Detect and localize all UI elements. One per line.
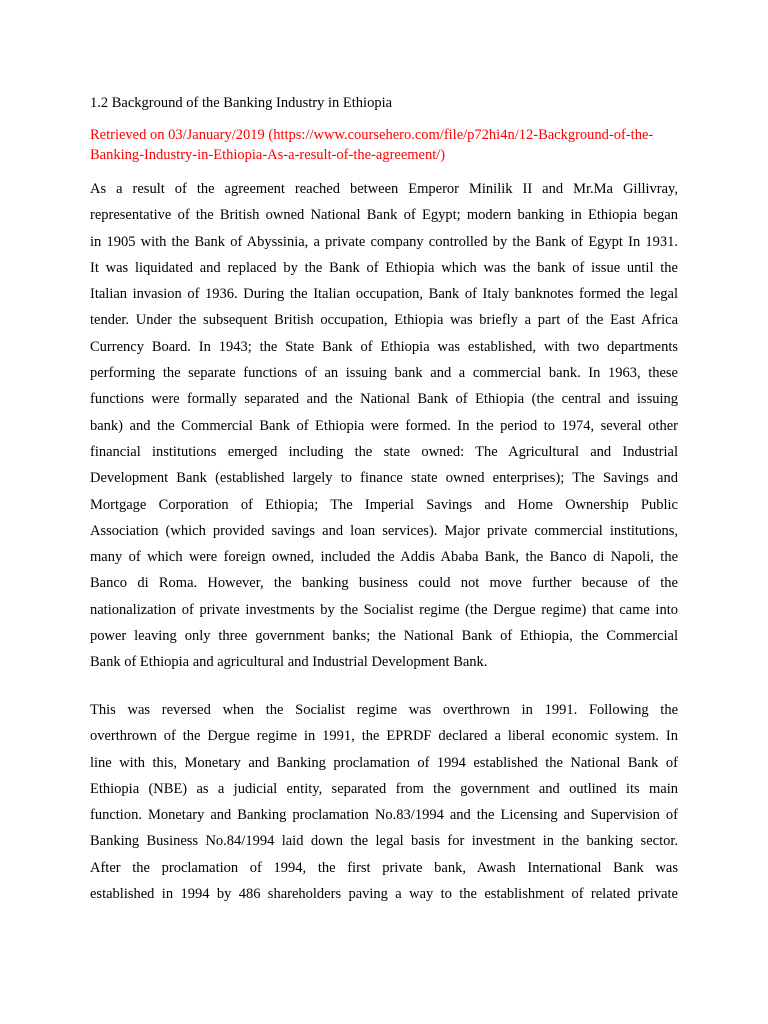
paragraph-1	[90, 176, 678, 676]
paragraph-line: After the proclamation of 1994, the first private bank, Awash International Bank was	[90, 859, 678, 876]
paragraph-line: Bank of Ethiopia and agricultural and Industrial Development Bank.	[90, 654, 488, 671]
source-citation	[90, 125, 678, 165]
paragraph-line: in 1905 with the Bank of Abyssinia, a private company controlled by the Bank of Egypt In 1931.	[90, 233, 678, 250]
paragraph-line: nationalization of private investments by the Socialist regime (the Dergue regime) that came into	[90, 601, 678, 618]
paragraph-line: It was liquidated and replaced by the Bank of Ethiopia which was the bank of issue until the	[90, 259, 678, 276]
paragraph-line: line with this, Monetary and Banking proclamation of 1994 established the National Bank of	[90, 754, 678, 771]
source-citation-line: Banking-Industry-in-Ethiopia-As-a-result-of-the-agreement/)	[90, 147, 446, 163]
paragraph-line: Mortgage Corporation of Ethiopia; The Imperial Savings and Home Ownership Public	[90, 496, 678, 513]
paragraph-line: functions were formally separated and the National Bank of Ethiopia (the central and issuing	[90, 391, 678, 408]
paragraph-line: power leaving only three government banks; the National Bank of Ethiopia, the Commercial	[90, 628, 678, 645]
paragraph-line: Ethiopia (NBE) as a judicial entity, separated from the government and outlined its main	[90, 780, 678, 797]
paragraph-line: Italian invasion of 1936. During the Italian occupation, Bank of Italy banknotes formed the legal	[90, 286, 678, 303]
paragraph-line: As a result of the agreement reached between Emperor Minilik II and Mr.Ma Gillivray,	[90, 181, 678, 197]
paragraph-line: Banco di Roma. However, the banking business could not move further because of the	[90, 575, 678, 592]
paragraph-line: This was reversed when the Socialist regime was overthrown in 1991. Following the	[90, 702, 678, 718]
section-heading: 1.2 Background of the Banking Industry in Ethiopia	[90, 95, 393, 111]
paragraph-line: tender. Under the subsequent British occupation, Ethiopia was briefly a part of the East Africa	[90, 312, 678, 329]
paragraph-line: representative of the British owned National Bank of Egypt; modern banking in Ethiopia began	[90, 207, 678, 224]
paragraph-line: bank) and the Commercial Bank of Ethiopia were formed. In the period to 1974, several other	[90, 417, 678, 434]
paragraph-line: Banking Business No.84/1994 laid down the legal basis for investment in the banking sector.	[90, 833, 678, 850]
paragraph-line: Development Bank (established largely to finance state owned enterprises); The Savings and	[90, 470, 678, 487]
paragraph-2	[90, 697, 678, 907]
paragraph-line: Association (which provided savings and loan services). Major private commercial institutions,	[90, 522, 678, 539]
paragraph-line: Currency Board. In 1943; the State Bank of Ethiopia was established, with two departments	[90, 338, 678, 355]
paragraph-line: performing the separate functions of an issuing bank and a commercial bank. In 1963, these	[90, 365, 678, 382]
paragraph-line: overthrown of the Dergue regime in 1991, the EPRDF declared a liberal economic system. In	[90, 728, 678, 745]
paragraph-line: many of which were foreign owned, included the Addis Ababa Bank, the Banco di Napoli, the	[90, 549, 678, 566]
source-citation-line: Retrieved on 03/January/2019 (https://www.coursehero.com/file/p72hi4n/12-Background-of-the-	[90, 127, 654, 143]
paragraph-line: established in 1994 by 486 shareholders paving a way to the establishment of related private	[90, 886, 678, 903]
paragraph-line: function. Monetary and Banking proclamation No.83/1994 and the Licensing and Supervision of	[90, 807, 678, 824]
paragraph-line: financial institutions emerged including the state owned: The Agricultural and Industrial	[90, 443, 678, 460]
